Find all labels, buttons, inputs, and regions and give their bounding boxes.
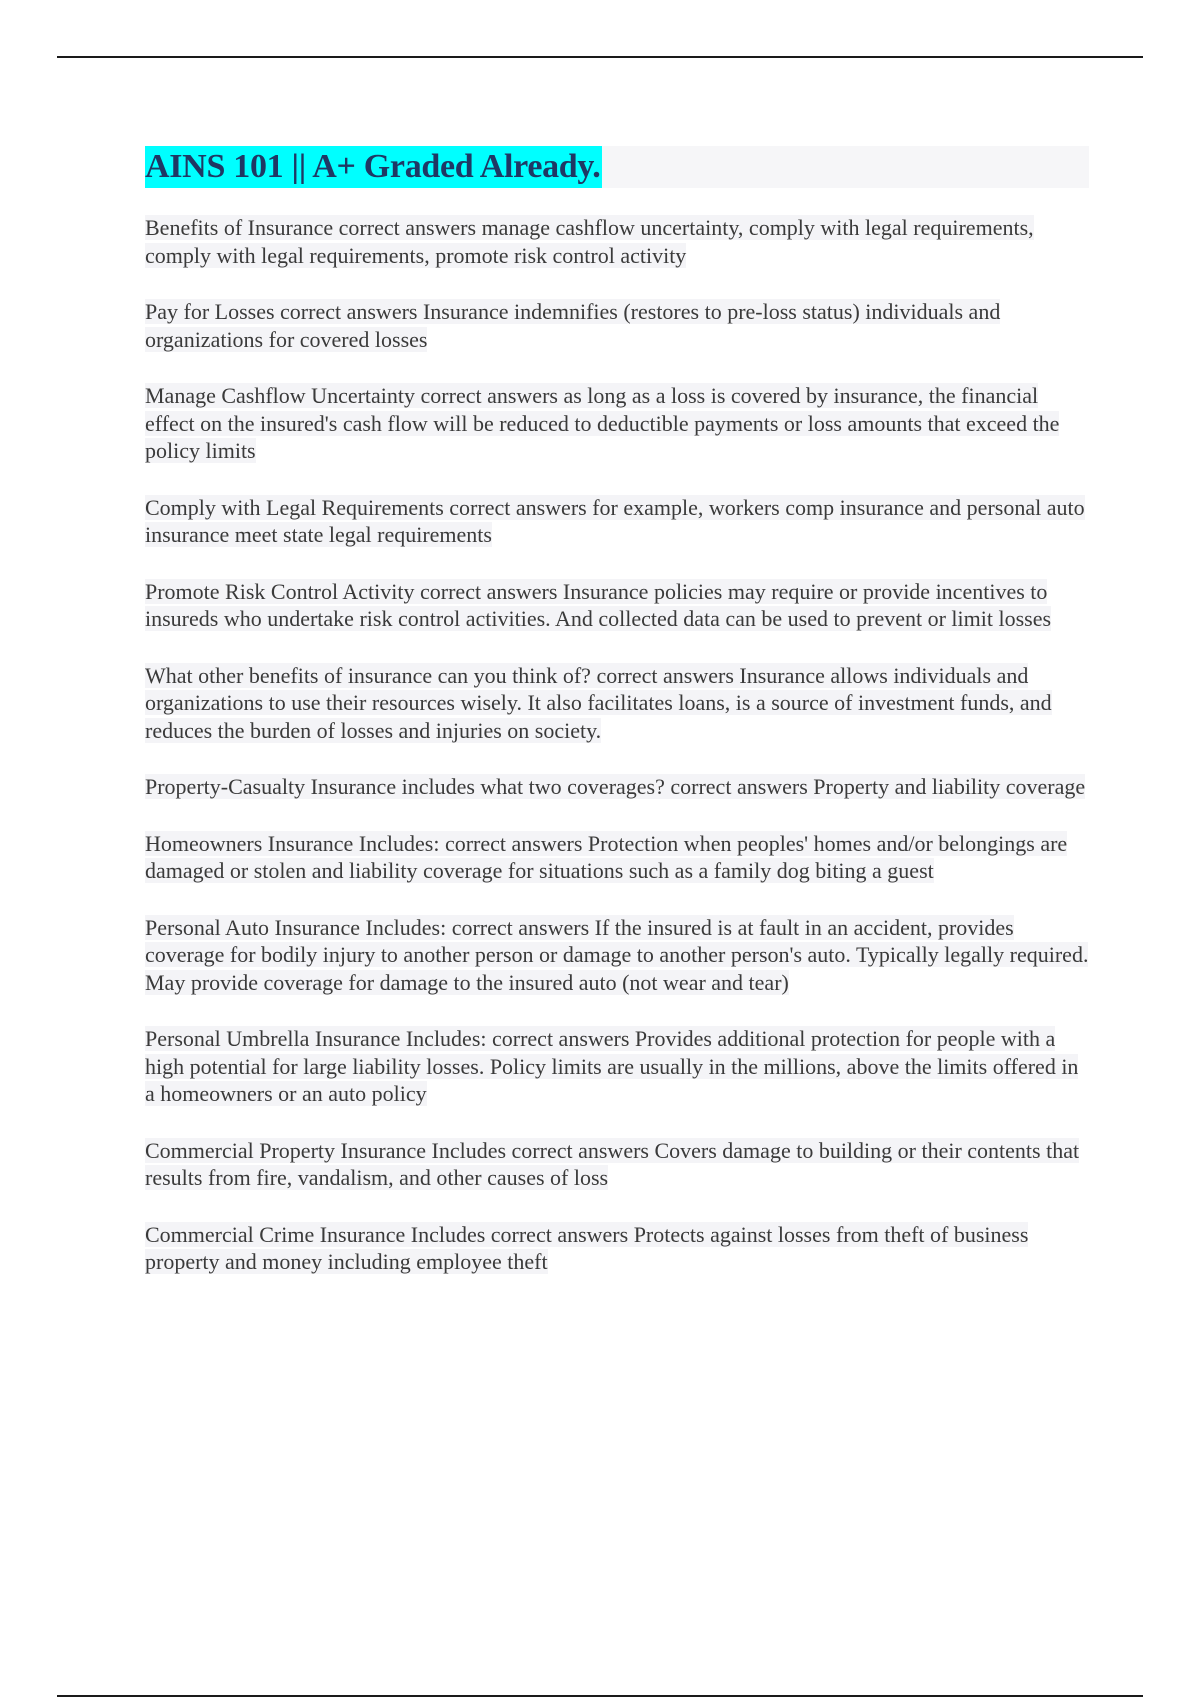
qa-entry [145, 298, 1089, 353]
qa-list [145, 214, 1089, 1276]
qa-text: Commercial Crime Insurance Includes correct answers Protects against losses from theft of business property and money including employee theft [145, 1221, 1029, 1274]
qa-text: Commercial Property Insurance Includes correct answers Covers damage to building or their contents that results from fire, vandalism, and other causes of loss [145, 1137, 1080, 1190]
qa-entry [145, 578, 1089, 633]
qa-text: Personal Umbrella Insurance Includes: correct answers Provides additional protection for people with a high potential for large liability losses. Policy limits are usually in the millions, above the limits offered in a homeowners or an auto policy [145, 1026, 1079, 1106]
qa-text: Property-Casualty Insurance includes what two coverages? correct answers Property and liability coverage [145, 774, 1086, 799]
qa-entry [145, 494, 1089, 549]
qa-text: Personal Auto Insurance Includes: correct answers If the insured is at fault in an accident, provides coverage for bodily injury to another person or damage to another person's auto. Typically legally required. May provide coverage for damage to the insured auto (not wear and tear) [145, 914, 1089, 995]
document-title: AINS 101 || A+ Graded Already. [145, 146, 602, 188]
document-body [145, 146, 1089, 1305]
qa-entry [145, 1221, 1089, 1276]
bottom-rule [57, 1695, 1143, 1697]
top-rule [57, 56, 1143, 58]
qa-entry [145, 214, 1089, 269]
qa-text: Pay for Losses correct answers Insurance indemnifies (restores to pre-loss status) individuals and organizations for covered losses [145, 299, 1001, 352]
qa-entry [145, 662, 1089, 745]
qa-text: Promote Risk Control Activity correct answers Insurance policies may require or provide incentives to insureds who undertake risk control activities. And collected data can be used to prevent or limit losses [145, 578, 1052, 631]
qa-entry [145, 773, 1089, 801]
qa-text: Benefits of Insurance correct answers manage cashflow uncertainty, comply with legal requirements, comply with legal requirements, promote risk control activity [145, 215, 1034, 268]
qa-entry [145, 382, 1089, 465]
title-bar [145, 146, 1089, 188]
qa-entry [145, 830, 1089, 885]
qa-text: Comply with Legal Requirements correct answers for example, workers comp insurance and personal auto insurance meet state legal requirements [145, 494, 1085, 547]
qa-entry [145, 914, 1089, 997]
qa-text: Homeowners Insurance Includes: correct answers Protection when peoples' homes and/or belongings are damaged or stolen and liability coverage for situations such as a family dog biting a guest [145, 830, 1068, 883]
qa-text: What other benefits of insurance can you think of? correct answers Insurance allows individuals and organizations to use their resources wisely. It also facilitates loans, is a source of investment funds, and reduces the burden of losses and injuries on society. [145, 662, 1052, 743]
qa-entry [145, 1025, 1089, 1108]
qa-entry [145, 1137, 1089, 1192]
qa-text: Manage Cashflow Uncertainty correct answers as long as a loss is covered by insurance, the financial effect on the insured's cash flow will be reduced to deductible payments or loss amounts that exceed the policy limits [145, 383, 1060, 463]
